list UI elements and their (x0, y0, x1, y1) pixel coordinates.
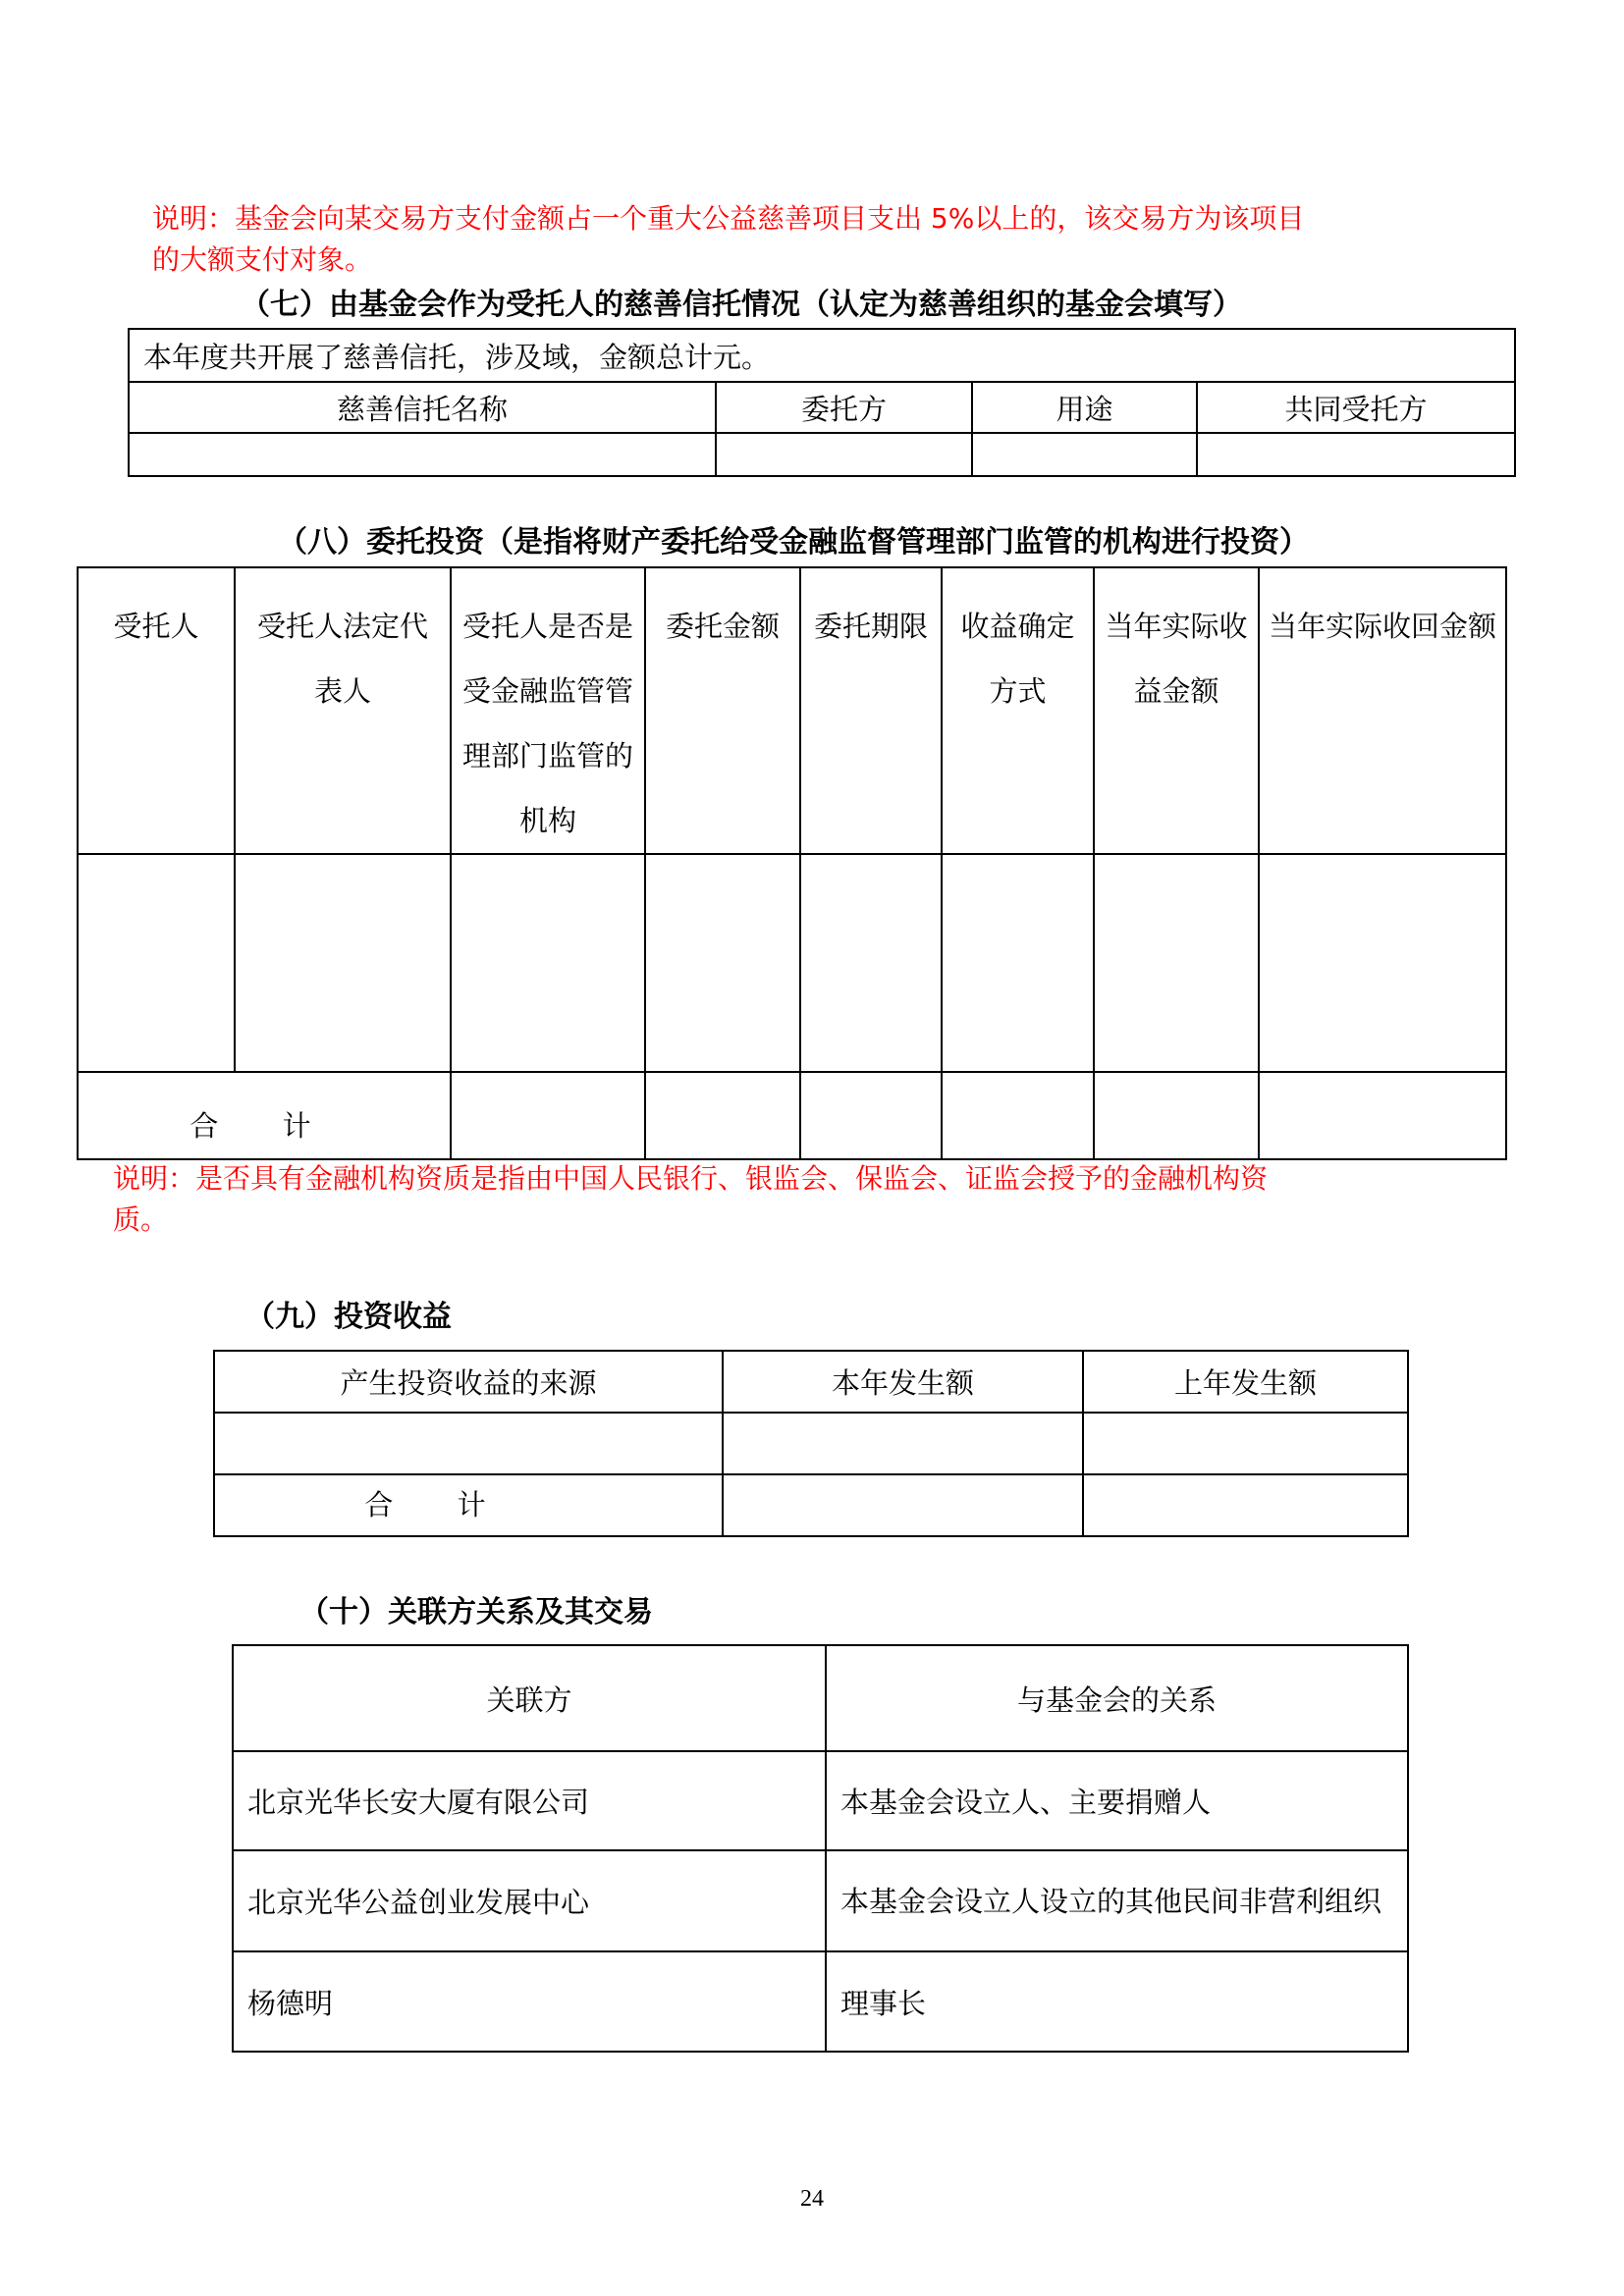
col-actual-recovered: 当年实际收回金额 (1259, 567, 1506, 854)
col-income-method: 收益确定方式 (942, 567, 1094, 854)
empty-cell (214, 1413, 723, 1474)
empty-cell (129, 433, 716, 476)
empty-cell (1083, 1413, 1408, 1474)
total-label: 合 计 (78, 1072, 451, 1159)
empty-cell (800, 1072, 942, 1159)
empty-cell (1197, 433, 1515, 476)
relationship-text: 理事长 (826, 1951, 1408, 2052)
empty-cell (645, 1072, 800, 1159)
empty-cell (1094, 854, 1259, 1072)
relationship-text: 本基金会设立人、主要捐赠人 (826, 1751, 1408, 1850)
empty-cell (716, 433, 972, 476)
table-row (233, 1951, 1408, 2052)
trust-summary: 本年度共开展了慈善信托，涉及域，金额总计元。 (129, 329, 1515, 382)
col-legal-representative: 受托人法定代表人 (235, 567, 451, 854)
col-trustee: 受托人 (78, 567, 235, 854)
empty-cell (942, 854, 1094, 1072)
note-line-1: 说明：基金会向某交易方支付金额占一个重大公益慈善项目支出 5%以上的，该交易方为该项目 (152, 202, 1305, 235)
empty-cell (972, 433, 1197, 476)
entrusted-investment-table (77, 566, 1507, 1160)
col-entrusted-amount: 委托金额 (645, 567, 800, 854)
col-is-regulated-institution: 受托人是否是受金融监管管理部门监管的机构 (451, 567, 645, 854)
empty-cell (235, 854, 451, 1072)
col-actual-income: 当年实际收益金额 (1094, 567, 1259, 854)
col-co-trustee: 共同受托方 (1197, 382, 1515, 433)
relationship-text: 本基金会设立人设立的其他民间非营利组织 (826, 1850, 1408, 1951)
empty-cell (723, 1413, 1083, 1474)
charity-trust-table (128, 328, 1516, 477)
note-financial-qualification (113, 1158, 1448, 1241)
total-label: 合 计 (214, 1474, 723, 1536)
empty-cell (78, 854, 235, 1072)
investment-income-table (213, 1350, 1409, 1537)
note-large-payment (152, 198, 1429, 281)
related-party-name: 杨德明 (233, 1951, 826, 2052)
col-trustor: 委托方 (716, 382, 972, 433)
empty-cell (723, 1474, 1083, 1536)
section8-heading: （八）委托投资（是指将财产委托给受金融监督管理部门监管的机构进行投资） (278, 525, 1309, 560)
empty-cell (1094, 1072, 1259, 1159)
empty-cell (645, 854, 800, 1072)
table-row (233, 1850, 1408, 1951)
note-line-2: 的大额支付对象。 (152, 243, 373, 276)
empty-cell (1083, 1474, 1408, 1536)
note-line-1: 说明：是否具有金融机构资质是指由中国人民银行、银监会、保监会、证监会授予的金融机构资 (113, 1162, 1269, 1195)
section9-heading: （九）投资收益 (245, 1300, 452, 1334)
col-relationship: 与基金会的关系 (826, 1645, 1408, 1751)
col-entrusted-term: 委托期限 (800, 567, 942, 854)
col-related-party: 关联方 (233, 1645, 826, 1751)
note-line-2: 质。 (113, 1203, 169, 1236)
empty-cell (451, 854, 645, 1072)
related-party-name: 北京光华公益创业发展中心 (233, 1850, 826, 1951)
related-party-table (232, 1644, 1409, 2053)
page-number: 24 (800, 2186, 824, 2212)
col-current-year: 本年发生额 (723, 1351, 1083, 1413)
empty-cell (1259, 854, 1506, 1072)
table-row (233, 1751, 1408, 1850)
section10-heading: （十）关联方关系及其交易 (299, 1595, 653, 1629)
col-prior-year: 上年发生额 (1083, 1351, 1408, 1413)
related-party-name: 北京光华长安大厦有限公司 (233, 1751, 826, 1850)
section7-heading: （七）由基金会作为受托人的慈善信托情况（认定为慈善组织的基金会填写） (241, 288, 1242, 322)
empty-cell (800, 854, 942, 1072)
empty-cell (942, 1072, 1094, 1159)
col-purpose: 用途 (972, 382, 1197, 433)
col-trust-name: 慈善信托名称 (129, 382, 716, 433)
empty-cell (1259, 1072, 1506, 1159)
col-income-source: 产生投资收益的来源 (214, 1351, 723, 1413)
empty-cell (451, 1072, 645, 1159)
